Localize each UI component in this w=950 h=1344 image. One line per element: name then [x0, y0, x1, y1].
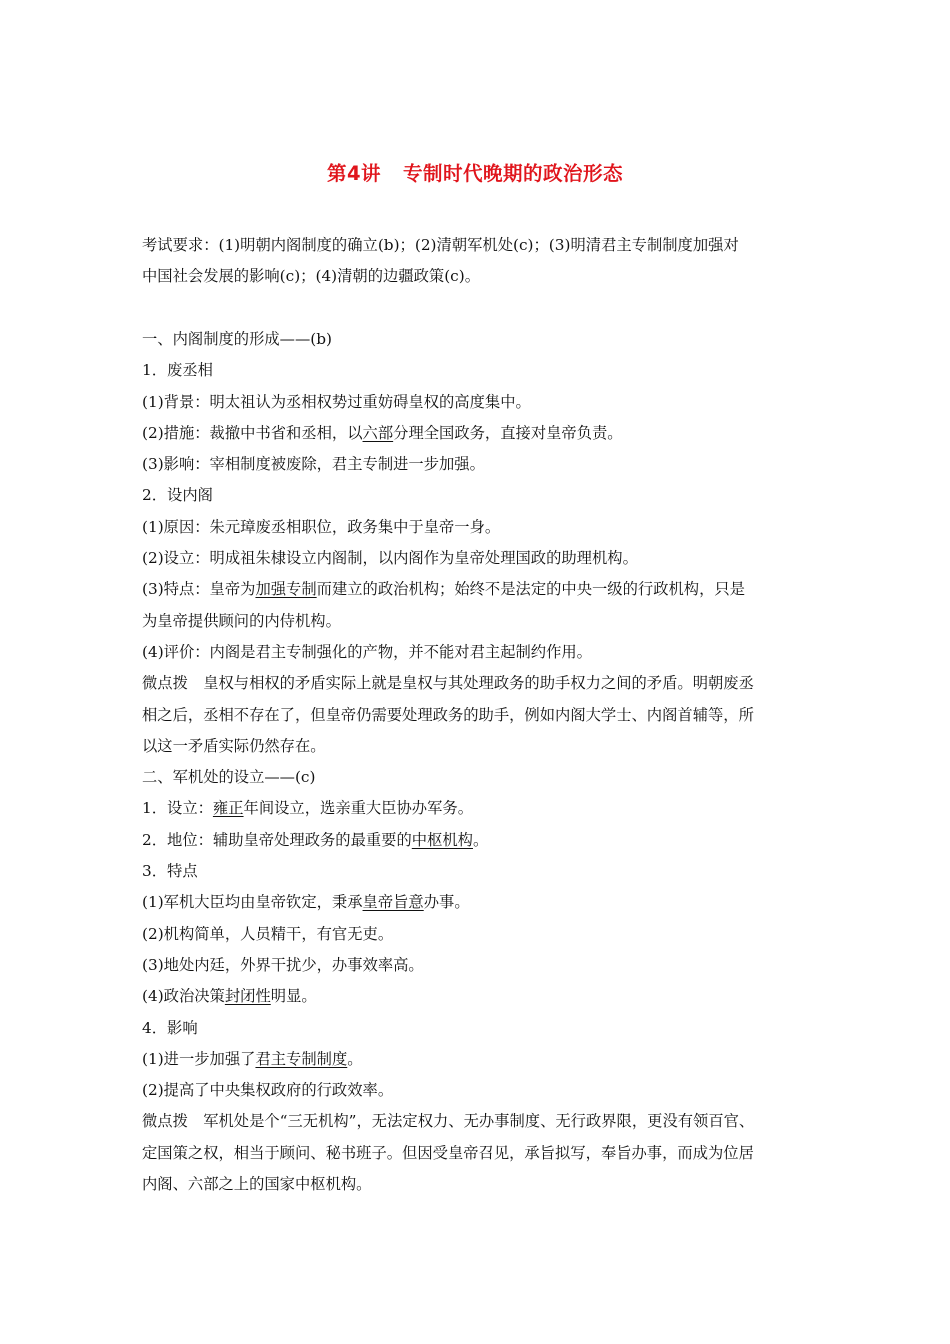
tip-line: 以这一矛盾实际仍然存在。 — [142, 736, 326, 755]
list-item: 1．设立：雍正年间设立，选亲重大臣协办军务。 — [142, 799, 473, 818]
subsection-heading: 4．影响 — [142, 1018, 198, 1037]
list-item-continuation: 为皇帝提供顾问的内侍机构。 — [142, 611, 341, 630]
underlined-term: 雍正 — [212, 799, 244, 818]
underlined-term: 皇帝旨意 — [362, 893, 424, 912]
list-item: (2)设立：明成祖朱棣设立内阁制，以内阁作为皇帝处理国政的助理机构。 — [142, 549, 638, 568]
requirements-line: 中国社会发展的影响(c)；(4)清朝的边疆政策(c)。 — [142, 267, 481, 286]
lesson-topic: 专制时代晚期的政治形态 — [403, 162, 624, 185]
list-item: (1)背景：明太祖认为丞相权势过重妨碍皇权的高度集中。 — [142, 392, 531, 411]
list-item: (1)进一步加强了君主专制制度。 — [142, 1049, 363, 1068]
exam-requirements — [142, 230, 814, 293]
tip-line: 微点拨 军机处是个“三无机构”，无法定权力、无办事制度、无行政界限，更没有领百官、 — [142, 1112, 755, 1131]
subsection-heading: 2．设内阁 — [142, 486, 213, 505]
tip-line: 相之后，丞相不存在了，但皇帝仍需要处理政务的助手，例如内阁大学士、内阁首辅等，所 — [142, 705, 754, 724]
list-item: (4)政治决策封闭性明显。 — [142, 987, 317, 1006]
underlined-term: 六部 — [362, 423, 394, 442]
list-item: (2)机构简单，人员精干，有官无吏。 — [142, 924, 394, 943]
section-heading: 二、军机处的设立——(c) — [142, 768, 316, 787]
list-item: (4)评价：内阁是君主专制强化的产物，并不能对君主起制约作用。 — [142, 642, 592, 661]
list-item: (3)影响：宰相制度被废除，君主专制进一步加强。 — [142, 455, 485, 474]
lesson-number: 第4讲 — [326, 162, 382, 185]
section-heading: 一、内阁制度的形成——(b) — [142, 330, 332, 348]
requirements-line: 考试要求：(1)明朝内阁制度的确立(b)；(2)清朝军机处(c)；(3)明清君主专制制度加强对 — [142, 236, 739, 254]
list-item: (1)军机大臣均由皇帝钦定，秉承皇帝旨意办事。 — [142, 893, 470, 912]
list-item: 2．地位：辅助皇帝处理政务的最重要的中枢机构。 — [142, 830, 489, 849]
list-item: (2)措施：裁撤中书省和丞相，以六部分理全国政务，直接对皇帝负责。 — [142, 423, 623, 442]
underlined-term: 封闭性 — [224, 987, 271, 1006]
tip-line: 定国策之权，相当于顾问、秘书班子。但因受皇帝召见，承旨拟写，奉旨办事，而成为位居 — [142, 1143, 754, 1162]
list-item: (2)提高了中央集权政府的行政效率。 — [142, 1081, 394, 1100]
page-title — [0, 158, 950, 186]
list-item: (3)特点：皇帝为加强专制而建立的政治机构；始终不是法定的中央一级的行政机构，只是 — [142, 580, 745, 599]
underlined-term: 君主专制制度 — [255, 1049, 348, 1068]
subsection-heading: 3．特点 — [142, 862, 198, 881]
subsection-heading: 1．废丞相 — [142, 361, 213, 380]
list-item: (3)地处内廷，外界干扰少，办事效率高。 — [142, 955, 424, 974]
underlined-term: 中枢机构 — [411, 830, 473, 849]
list-item: (1)原因：朱元璋废丞相职位，政务集中于皇帝一身。 — [142, 517, 501, 536]
tip-line: 内阁、六部之上的国家中枢机构。 — [142, 1175, 372, 1194]
tip-line: 微点拨 皇权与相权的矛盾实际上就是皇权与其处理政务的助手权力之间的矛盾。明朝废丞 — [142, 674, 754, 693]
content-sections — [142, 324, 814, 1200]
underlined-term: 加强专制 — [255, 580, 317, 599]
